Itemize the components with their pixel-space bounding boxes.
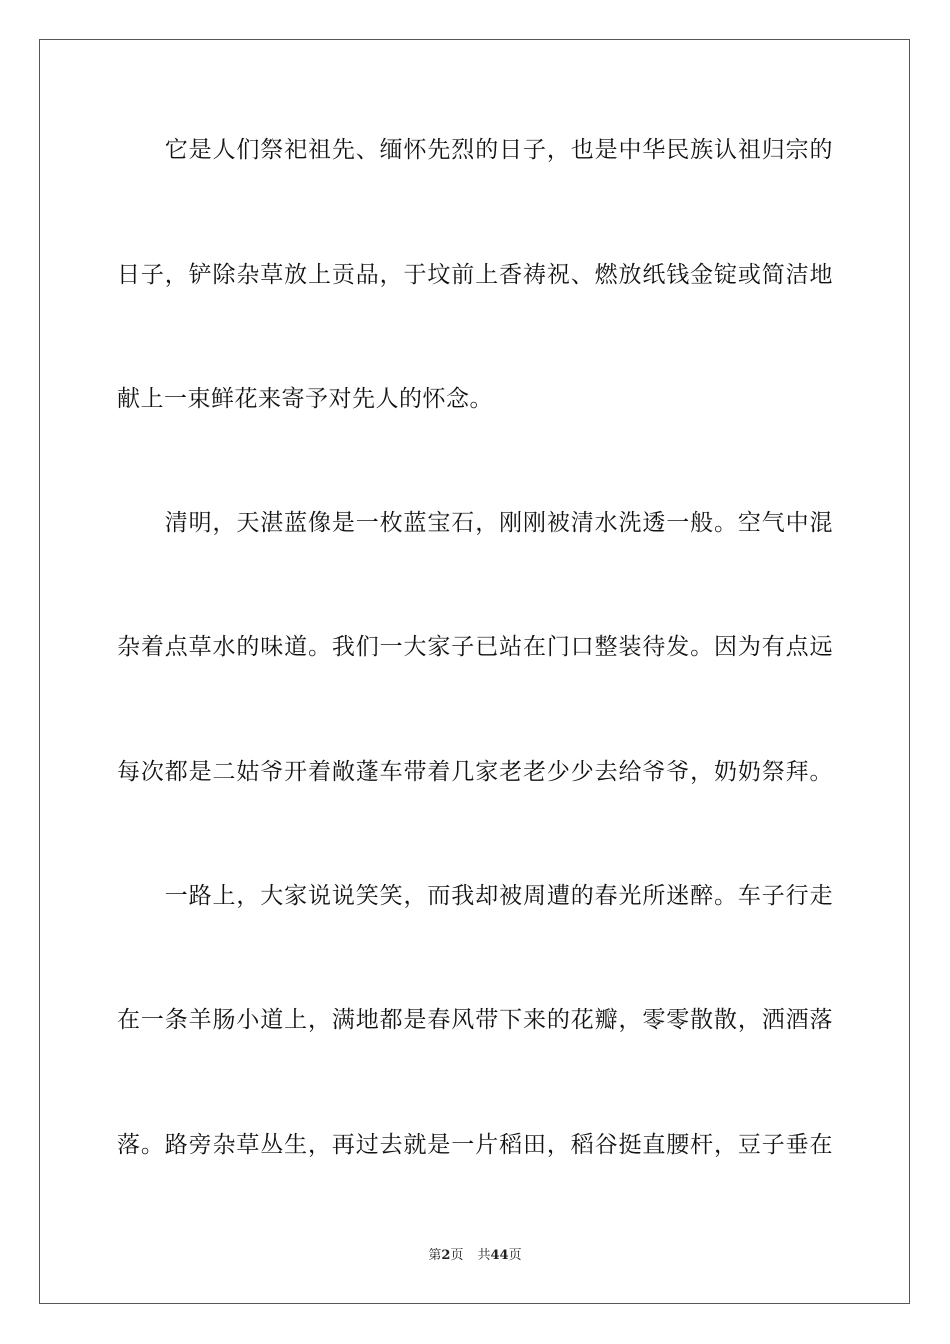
text-line-1: 它是人们祭祀祖先、缅怀先烈的日子，也是中华民族认祖归宗的 [117,137,833,163]
page-frame [39,39,910,1304]
text-line-9: 落。路旁杂草丛生，再过去就是一片稻田，稻谷挺直腰杆，豆子垂在 [117,1132,833,1158]
page-suffix: 页 [450,1248,464,1263]
text-line-5: 杂着点草水的味道。我们一大家子已站在门口整装待发。因为有点远 [117,634,833,660]
page-number: 2 [441,1248,451,1263]
text-line-3: 献上一束鲜花来寄予对先人的怀念。 [117,386,493,412]
total-pages: 44 [490,1248,509,1263]
text-line-4: 清明，天湛蓝像是一枚蓝宝石，刚刚被清水洗透一般。空气中混 [117,510,833,536]
page-prefix: 第 [428,1248,442,1263]
total-prefix: 共 [477,1248,491,1263]
total-suffix: 页 [508,1248,522,1263]
text-line-6: 每次都是二姑爷开着敞蓬车带着几家老老少少去给爷爷，奶奶祭拜。 [117,759,833,785]
text-line-2: 日子，铲除杂草放上贡品，于坟前上香祷祝、燃放纸钱金锭或简洁地 [117,262,833,288]
page-footer [0,1247,950,1265]
text-line-8: 在一条羊肠小道上，满地都是春风带下来的花瓣，零零散散，洒酒落 [117,1007,833,1033]
text-line-7: 一路上，大家说说笑笑，而我却被周遭的春光所迷醉。车子行走 [117,883,833,909]
